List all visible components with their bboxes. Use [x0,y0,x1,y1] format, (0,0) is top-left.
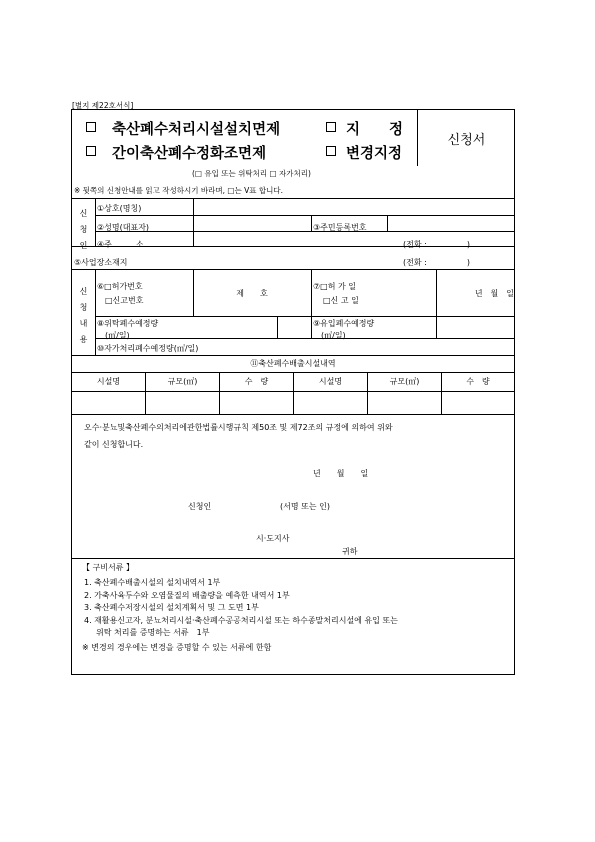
facility-row-cell[interactable] [442,392,514,414]
facility-row-cell[interactable] [72,392,145,414]
required-docs-list [84,577,509,640]
title-septic-exemption: 간이축산폐수정화조면제 [112,146,267,162]
required-doc-item: 3. 축산폐수저장시설의 설치계획서 및 그 도면 1부 [84,603,259,612]
representative-field[interactable] [194,216,310,230]
rule [95,198,96,246]
rule [311,269,312,338]
address-field[interactable] [194,232,394,246]
signature-field[interactable]: (서명 또는 인) [280,502,330,511]
inflow-wastewater-field[interactable] [437,317,514,337]
representative-label: ②성명(대표자) [97,223,150,232]
rule [72,558,514,559]
required-doc-item: 4. 재활용신고자, 분뇨처리시설·축산폐수공공처리시설 또는 하수종말처리시설에 유입 또는 [84,615,398,625]
resident-number-field[interactable] [388,216,514,230]
applicant-signature-label: 신청인 [188,502,212,511]
checkbox-designation[interactable] [326,122,336,132]
declaration-line: 같이 신청합니다. [84,440,144,449]
declaration-text [84,419,509,453]
authority-label: 시·도지사 [256,534,290,543]
processing-type-options[interactable]: (□ 유입 또는 위탁처리 □ 자가처리) [192,169,311,178]
report-number-option[interactable]: □신고번호 [105,296,144,305]
business-site-field[interactable] [194,247,394,263]
title-row-1 [84,118,414,138]
form-number-label: [별지 제22호서식] [72,101,134,110]
inflow-wastewater-text: ⑨유입폐수예정량 [313,319,375,328]
address-label: ④주 소 [97,240,144,249]
checkbox-installation-exemption[interactable] [86,122,96,132]
company-name-label: ①상호(명칭) [97,204,142,213]
content-side-label [72,284,95,348]
declaration-date[interactable]: 년 월 일 [313,469,369,478]
facility-header-quantity: 수 량 [466,377,490,386]
title-designation: 지 정 [346,122,404,138]
business-site-phone[interactable]: (전화 : ) [403,258,470,267]
consign-wastewater-text: ⑧위탁폐수예정량 [97,319,159,328]
facility-header-scale: 규모(㎡) [389,377,420,386]
application-form [71,109,515,675]
checkbox-septic-exemption[interactable] [86,146,96,156]
content-side-char: 내 [79,319,88,328]
facility-header-name: 시설명 [96,377,121,386]
rule [72,414,514,415]
content-side-char: 청 [79,303,88,312]
resident-number-label: ③주민등록번호 [313,223,367,232]
applicant-side-char: 신 [79,209,88,218]
company-name-field[interactable] [194,199,514,214]
content-side-char: 용 [79,335,88,344]
rule [95,269,96,355]
permit-number-label[interactable] [97,280,143,308]
required-docs-title: 【 구비서류 】 [82,563,134,572]
facility-section-title: ⑪축산폐수배출시설내역 [250,359,336,368]
instruction-note: ※ 뒷쪽의 신청안내를 읽고 작성하시기 바라며, □는 V표 합니다. [74,186,283,195]
address-phone[interactable]: (전화 : ) [403,240,470,249]
addressee-suffix: 귀하 [342,547,358,556]
checkbox-change-designation[interactable] [326,146,336,156]
consign-wastewater-unit: (㎥/일) [105,331,130,340]
content-side-char: 신 [79,287,88,296]
declaration-line: 오수·분뇨및축산폐수의처리에관한법률시행규칙 제50조 및 제72조의 규정에 의하여 위와 [84,423,393,432]
title-change-designation: 변경지정 [346,146,403,162]
facility-row-cell[interactable] [368,392,441,414]
rule [311,215,312,231]
permit-date-value[interactable]: 년 월 일 [474,288,514,298]
change-note: ※ 변경의 경우에는 변경을 증명할 수 있는 서류에 한함 [82,643,272,652]
self-treatment-label: ⑩자가처리폐수예정량(㎥/일) [97,344,199,353]
facility-header-quantity: 수 량 [244,377,269,386]
consign-wastewater-field[interactable] [278,317,310,337]
required-doc-item: 2. 가축사육두수와 오염물질의 배출량을 예측한 내역서 1부 [84,590,290,600]
title-application: 신청서 [447,132,486,148]
facility-header-name: 시설명 [318,377,343,386]
title-row-2 [84,142,414,162]
permit-number-option[interactable]: ⑥□허가번호 [97,282,143,291]
permit-date-label[interactable] [313,280,359,308]
business-site-label: ⑤사업장소재지 [74,258,128,267]
permit-date-option[interactable]: ⑦□허 가 일 [313,282,357,291]
required-doc-item: 1. 축산폐수배출시설의 설치내역서 1부 [84,578,221,587]
facility-header-scale: 규모(㎡) [167,377,198,386]
applicant-side-char: 인 [79,241,88,250]
applicant-side-char: 청 [79,225,88,234]
inflow-wastewater-unit: (㎥/일) [321,331,346,340]
required-doc-item: 위탁 처리를 증명하는 서류 1부 [96,628,210,637]
facility-row-cell[interactable] [294,392,367,414]
title-installation-exemption: 축산폐수처리시설설치면제 [112,122,281,138]
facility-row-cell[interactable] [146,392,219,414]
report-date-option[interactable]: □신 고 일 [323,296,359,305]
self-treatment-field[interactable] [272,339,514,354]
permit-number-value[interactable]: 제 호 [236,288,268,298]
facility-row-cell[interactable] [220,392,293,414]
